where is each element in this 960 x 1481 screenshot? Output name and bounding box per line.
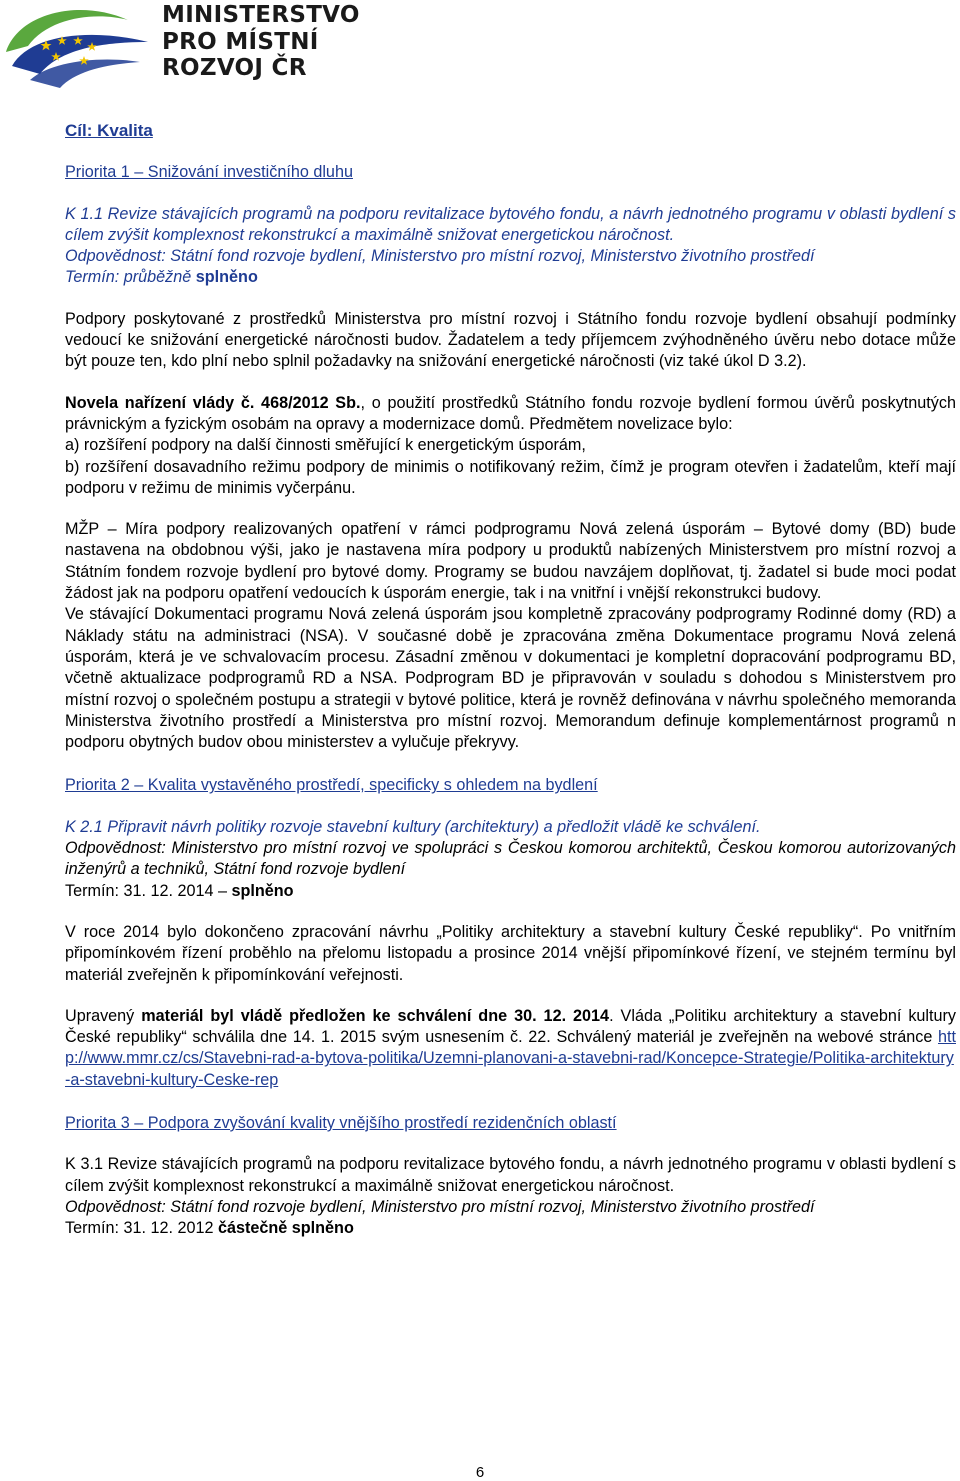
logo-wordmark bbox=[162, 2, 360, 82]
paragraph: Podpory poskytované z prostředků Ministerstva pro místní rozvoj i Státního fondu rozvoje bydlení obsahují podmínky vedoucí ke snižování energetické náročnosti budov. Žadatelem a tedy příjemcem zvýhodněného úvěru nebo dotace může být pouze ten, kdo plní nebo splnil požadavky na snižování energetické náročnosti (viz také úkol D 3.2). bbox=[65, 309, 956, 371]
paragraph: V roce 2014 bylo dokončeno zpracování návrhu „Politiky architektury a stavební kultury České republiky“. Po vnitřním připomínkovém řízení proběhlo na přelomu listopadu a prosince 2014 vnější připomínkové řízení, ve stejném termínu byl materiál zveřejněn k připomínkování veřejnosti. bbox=[65, 922, 956, 984]
task-k31: K 3.1 Revize stávajících programů na podporu revitalizace bytového fondu, a návrh jednotného programu v oblasti bydlení s cílem zvýšit komplexnost rekonstrukcí a maximálně snižovat energetickou náročnost. bbox=[65, 1155, 956, 1195]
task-k11: K 1.1 Revize stávajících programů na podporu revitalizace bytového fondu, a návrh jednotného programu v oblasti bydlení s cílem zvýšit komplexnost rekonstrukcí a maximálně snižovat energetickou náročnost. bbox=[65, 204, 956, 244]
goal-heading: Cíl: Kvalita bbox=[65, 121, 153, 140]
priority-2-heading: Priorita 2 – Kvalita vystavěného prostředí, specificky s ohledem na bydlení bbox=[65, 776, 598, 795]
logo-line: ROZVOJ ČR bbox=[162, 55, 307, 81]
paragraph: Novela nařízení vlády č. 468/2012 Sb., o použití prostředků Státního fondu rozvoje bydlení formou úvěrů poskytnutých právnickým a fyzickým osobám na opravy a modernizace domů. Předmětem novelizace bylo: bbox=[65, 393, 956, 433]
priority-3-heading: Priorita 3 – Podpora zvyšování kvality vnějšího prostředí rezidenčních oblastí bbox=[65, 1113, 617, 1132]
paragraph: Upravený materiál byl vládě předložen ke schválení dne 30. 12. 2014. Vláda „Politiku architektury a stavební kultury České republiky“ schválila dne 14. 1. 2015 svým usnesením č. 22. Schválený materiál je zveřejněn na webové stránce http://www.mmr.cz/cs/Stavebni-rad-a-bytova-politika/Uzemni-planovani-a-stavebni-rad/Koncepce-Strategie/Politika-architektury-a-stavebni-kultury-Ceske-rep bbox=[65, 1006, 956, 1089]
paragraph: MŽP – Míra podpory realizovaných opatření v rámci podprogramu Nová zelená úsporám – Bytové domy (BD) bude nastavena na obdobnou výši, jako je nastavena míra podpory u produktů nabízených Ministerstvem pro místní rozvoj a Státním fondem rozvoje bydlení pro bytové domy. Programy se budou navzájem doplňovat, tj. žadatel si bude moci podat žádost jak na podporu opatření vedoucích k úsporám energie, tak i na vnitřní i vnější rekonstrukci budovy. bbox=[65, 520, 956, 603]
responsibility-k31: Odpovědnost: Státní fond rozvoje bydlení, Ministerstvo pro místní rozvoj, Ministerstvo životního prostředí bbox=[65, 1197, 815, 1216]
ministry-logo bbox=[0, 0, 360, 90]
logo-emblem-icon bbox=[0, 0, 150, 90]
list-item: b) rozšíření dosavadního režimu podpory de minimis o notifikovaný režim, čímž je program otevřen i žadatelům, kteří mají podporu v režimu de minimis vyčerpánu. bbox=[65, 457, 956, 497]
priority-1-heading: Priorita 1 – Snižování investičního dluhu bbox=[65, 163, 353, 182]
term-k11: Termín: průběžně splněno bbox=[65, 268, 258, 287]
task-k21: K 2.1 Připravit návrh politiky rozvoje stavební kultury (architektury) a předložit vládě ke schválení. bbox=[65, 817, 761, 836]
term-k31: Termín: 31. 12. 2012 částečně splněno bbox=[65, 1219, 354, 1238]
paragraph: Ve stávající Dokumentaci programu Nová zelená úsporám jsou kompletně zpracovány podprogramy Rodinné domy (RD) a Náklady státu na administraci (NSA). V současné době je zpracována změna Dokumentace programu Nová zelená úsporám, která je ve schvalovacím procesu. Zásadní změnou v dokumentaci je kompletní dopracování podprogramu BD, včetně aktualizace podprogramů RD a NSA. Podprogram BD je připravován v souladu s dohodou s Ministerstvem pro místní rozvoj o společném postupu a strategii v bytové politice, která je rovněž definována v návrhu společného memoranda Ministerstva životního prostředí a Ministerstva pro místní rozvoj. Memorandum definuje komplementárnost programů n podporu obytných budov obou ministerstev a vylučuje překryvy. bbox=[65, 605, 956, 752]
term-k21: Termín: 31. 12. 2014 – splněno bbox=[65, 881, 294, 900]
document-body bbox=[65, 120, 956, 1239]
responsibility-k21: Odpovědnost: Ministerstvo pro místní rozvoj ve spolupráci s Českou komorou architektů, Českou komorou autorizovaných inženýrů a techniků, Státní fond rozvoje bydlení bbox=[65, 839, 956, 879]
page-number: 6 bbox=[475, 1464, 485, 1481]
logo-line: MINISTERSTVO bbox=[162, 2, 360, 28]
responsibility-k11: Odpovědnost: Státní fond rozvoje bydlení, Ministerstvo pro místní rozvoj, Ministerstvo životního prostředí bbox=[65, 247, 815, 266]
list-item: a) rozšíření podpory na další činnosti směřující k energetickým úsporám, bbox=[65, 436, 586, 455]
policy-link[interactable]: http://www.mmr.cz/cs/Stavebni-rad-a-bytova-politika/Uzemni-planovani-a-stavebni-rad/Koncepce-Strategie/Politika-architektury-a-stavebni-kultury-Ceske-rep bbox=[65, 1028, 956, 1089]
logo-line: PRO MÍSTNÍ bbox=[162, 28, 319, 55]
